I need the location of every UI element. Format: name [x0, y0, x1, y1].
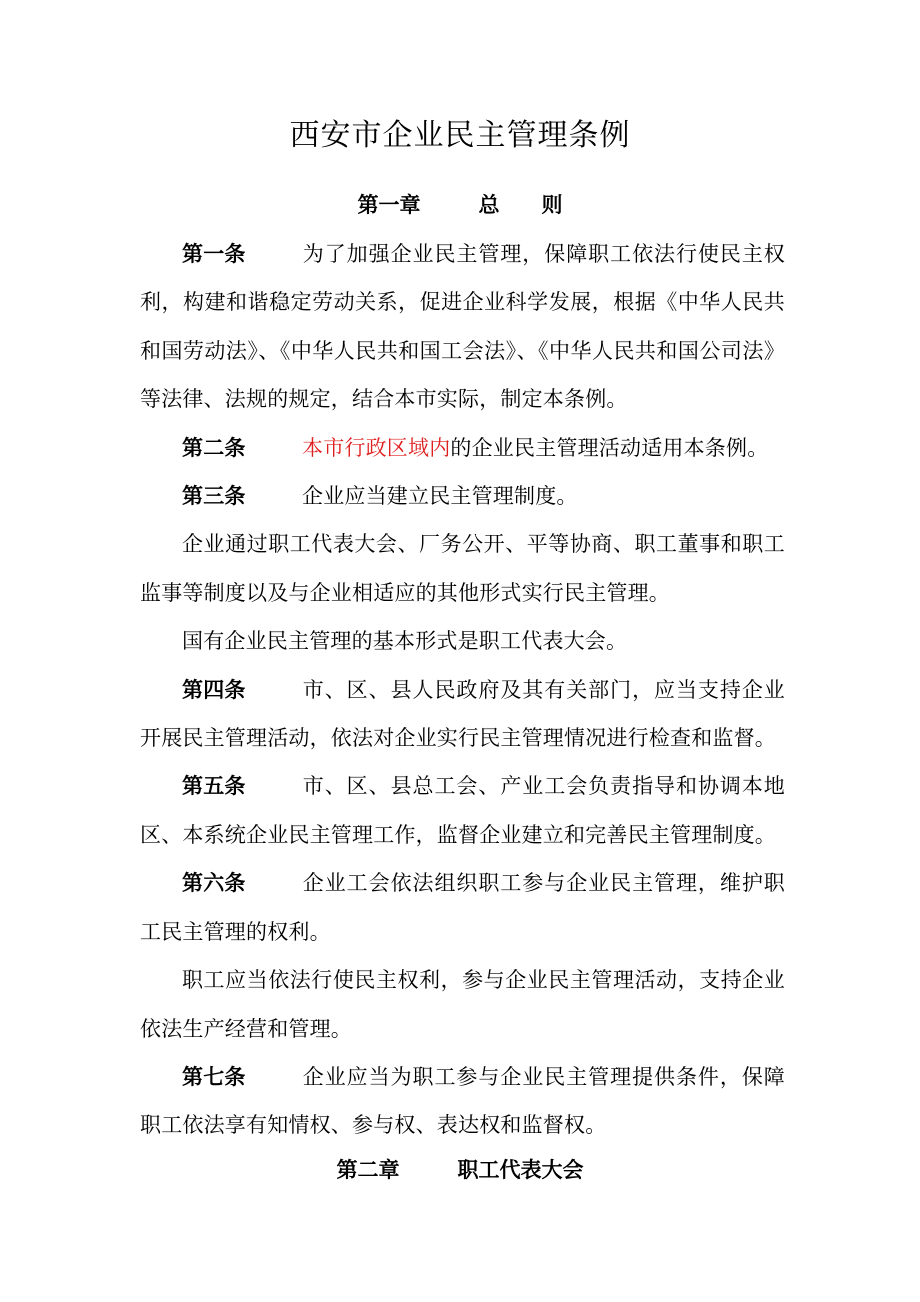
- article-2-highlighted-text: 本市行政区域内: [302, 435, 451, 460]
- article-6: [140, 859, 785, 956]
- article-7-text: 企业应当为职工参与企业民主管理提供条件，保障职工依法享有知情权、参与权、表达权和监督权。: [140, 1064, 785, 1138]
- article-5-text: 市、区、县总工会、产业工会负责指导和协调本地区、本系统企业民主管理工作，监督企业建立和完善民主管理制度。: [140, 774, 785, 847]
- article-1-text: 为了加强企业民主管理，保障职工依法行使民主权利，构建和谐稳定劳动关系，促进企业科学发展，根据《中华人民共和国劳动法》、《中华人民共和国工会法》、《中华人民共和国公司法》等法律、法规的规定，结合本市实际，制定本条例。: [140, 242, 785, 412]
- chapter-1-heading: [0, 190, 920, 220]
- article-4-number: 第四条: [182, 676, 246, 702]
- article-3: [140, 472, 785, 520]
- article-6-number: 第六条: [182, 870, 246, 896]
- article-4: [140, 666, 785, 763]
- article-3-text: 企业应当建立民主管理制度。: [302, 484, 578, 509]
- article-6-paragraph-2: 职工应当依法行使民主权利，参与企业民主管理活动，支持企业依法生产经营和管理。: [140, 968, 785, 1041]
- article-2-number: 第二条: [182, 434, 246, 460]
- article-2-text: 的企业民主管理活动适用本条例。: [450, 435, 769, 460]
- article-4-text: 市、区、县人民政府及其有关部门，应当支持企业开展民主管理活动，依法对企业实行民主管理情况进行检查和监督。: [140, 677, 785, 751]
- article-1-number: 第一条: [182, 241, 246, 266]
- chapter-2-heading: [0, 1155, 920, 1185]
- article-3-number: 第三条: [182, 483, 246, 509]
- article-5-number: 第五条: [182, 773, 246, 799]
- chapter-1-number: 第一章: [357, 192, 421, 217]
- article-7: [140, 1053, 785, 1150]
- article-7-number: 第七条: [182, 1063, 246, 1089]
- article-3-paragraph-2: 企业通过职工代表大会、厂务公开、平等协商、职工董事和职工监事等制度以及与企业相适应的其他形式实行民主管理。: [140, 532, 785, 605]
- article-1: [140, 230, 785, 424]
- chapter-2-number: 第二章: [336, 1157, 400, 1182]
- article-2: [140, 424, 785, 472]
- document-body: [140, 230, 785, 1150]
- document-title: 西安市企业民主管理条例: [289, 118, 631, 153]
- article-3-paragraph-3: 国有企业民主管理的基本形式是职工代表大会。: [182, 629, 628, 654]
- chapter-2-name: 职工代表大会: [457, 1157, 584, 1182]
- article-5: [140, 762, 785, 859]
- article-6-text: 企业工会依法组织职工参与企业民主管理，维护职工民主管理的权利。: [140, 871, 785, 944]
- chapter-1-name: 总 则: [478, 192, 563, 217]
